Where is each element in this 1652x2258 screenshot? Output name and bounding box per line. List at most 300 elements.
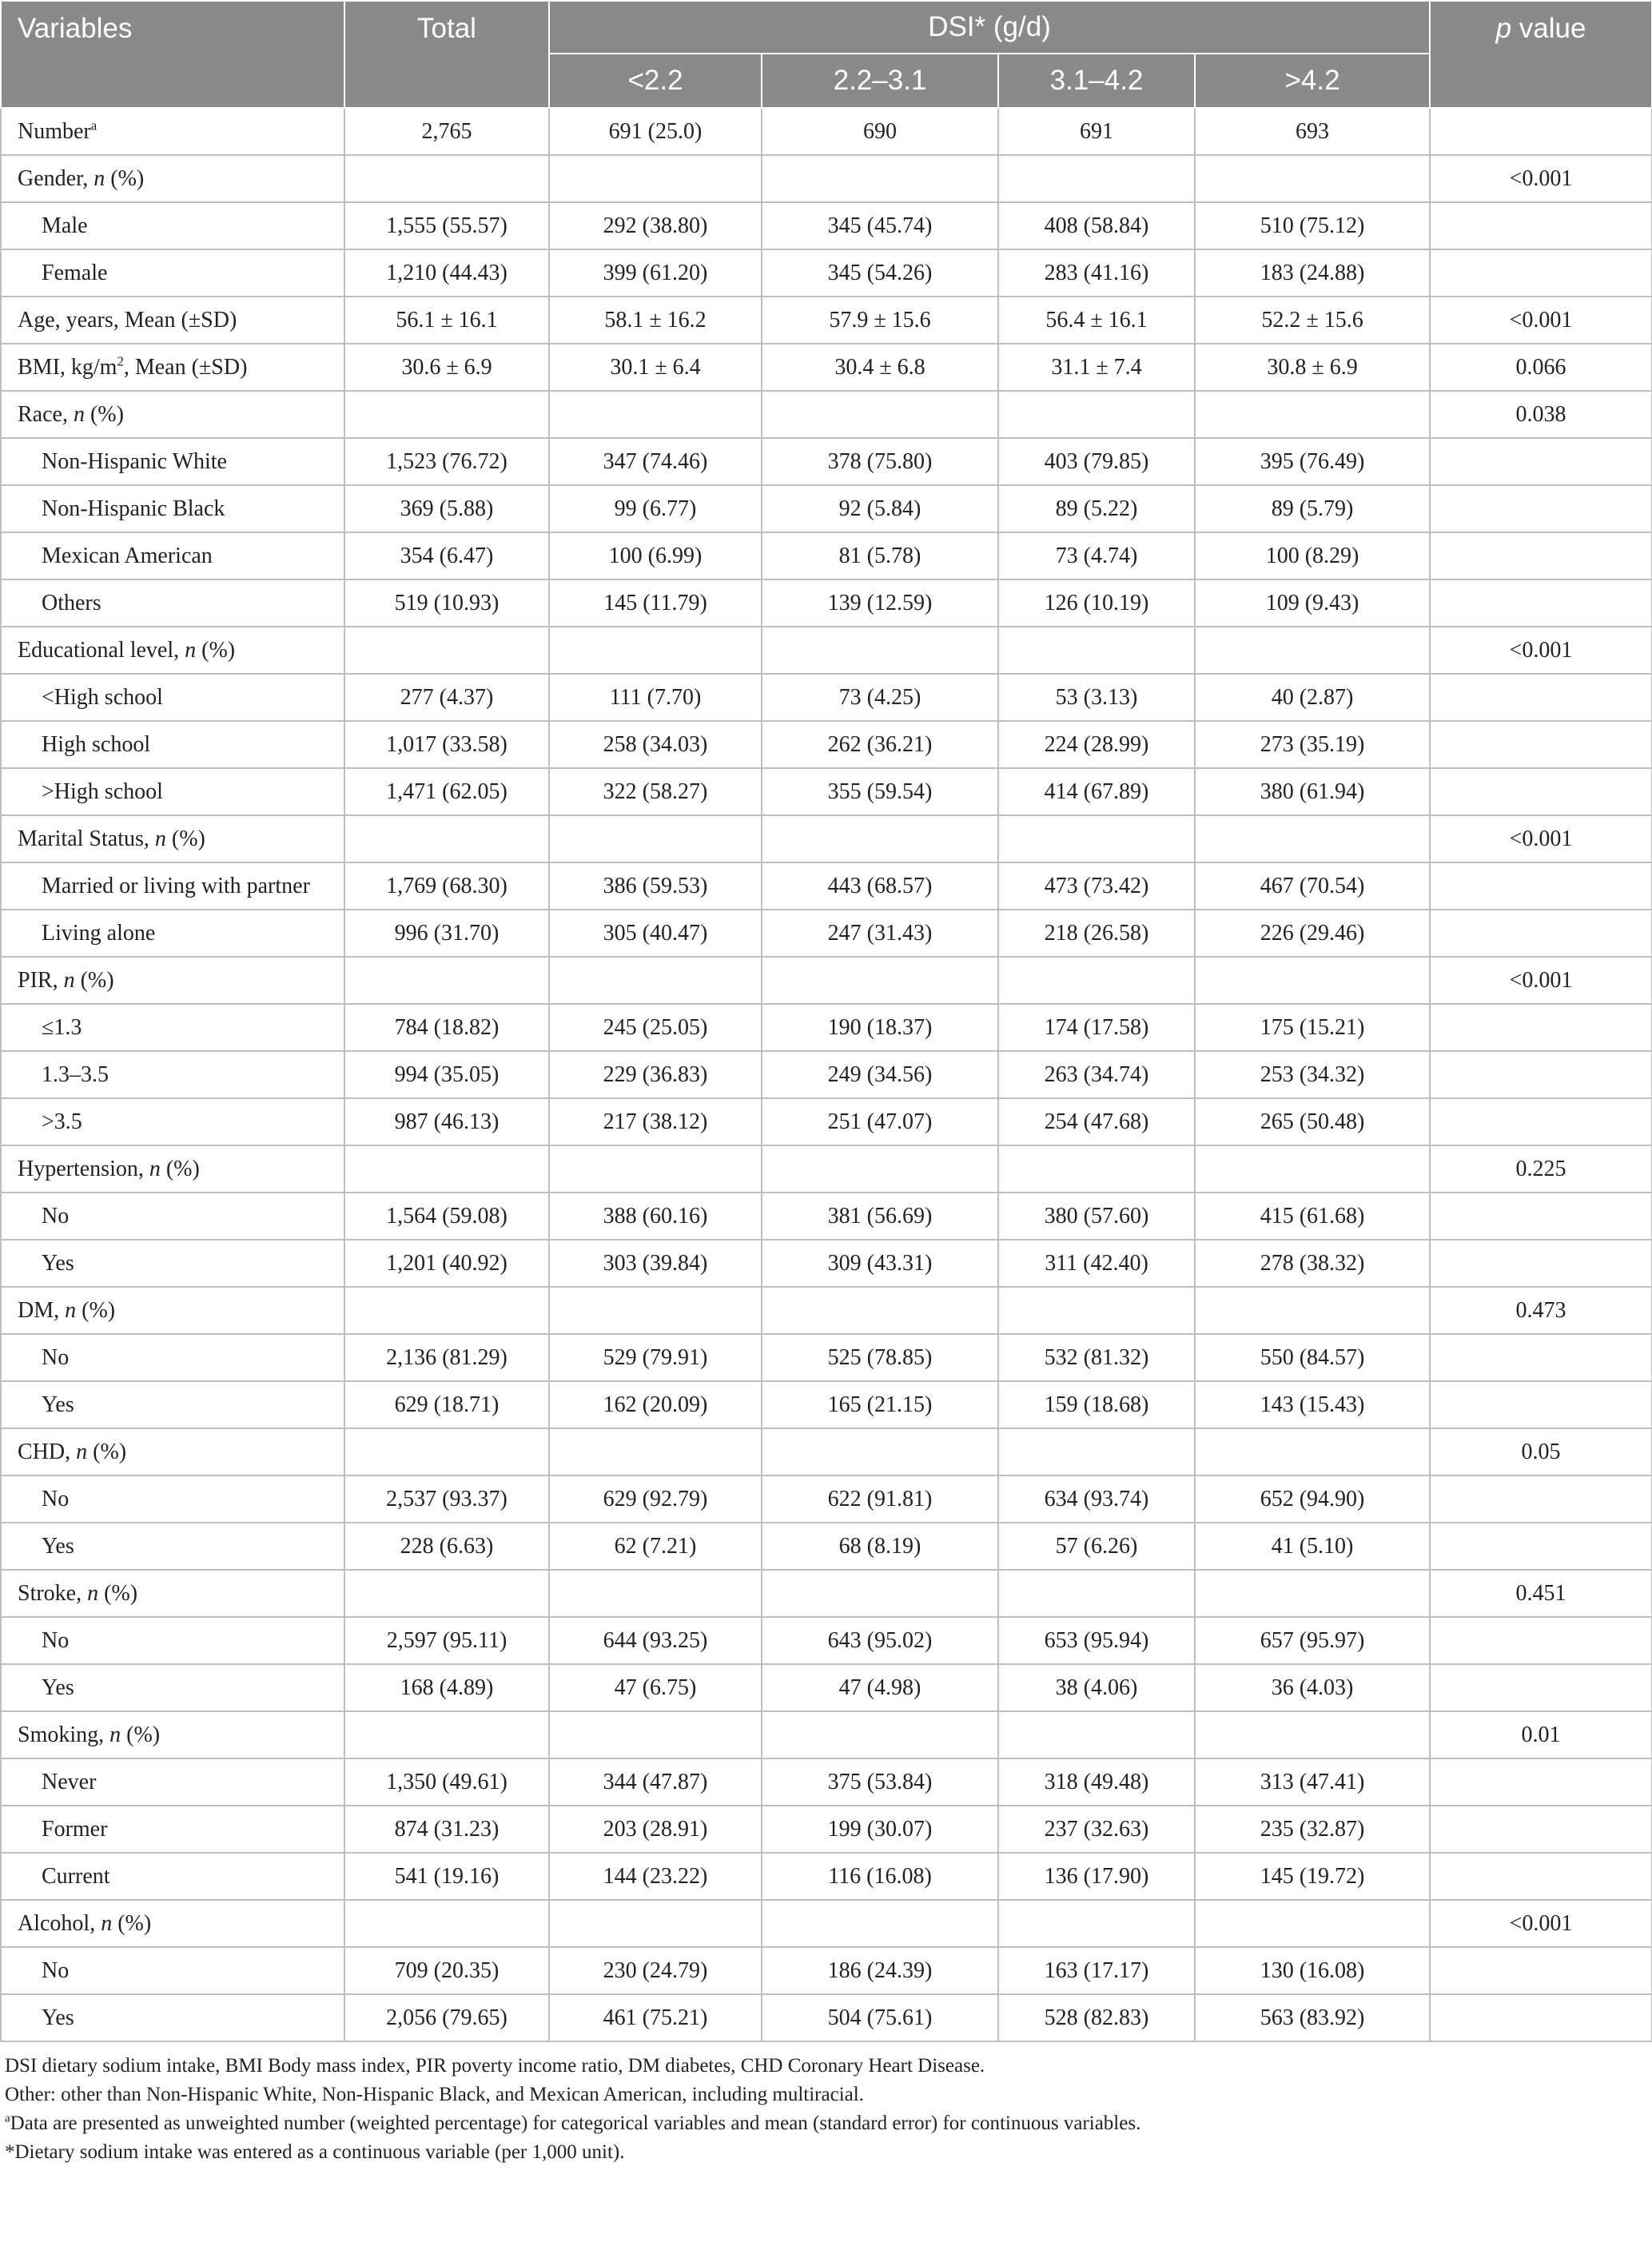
cell-p-value	[1430, 1051, 1652, 1098]
row-label-superscript: a	[90, 117, 98, 133]
cell-dsi-lt-2-2	[549, 1711, 762, 1758]
cell-p-value: <0.001	[1430, 957, 1652, 1004]
row-label-text: Never	[42, 1769, 97, 1794]
cell-total	[344, 627, 549, 674]
cell-dsi-2-2-3-1: 190 (18.37)	[762, 1004, 998, 1051]
cell-dsi-2-2-3-1: 81 (5.78)	[762, 532, 998, 579]
cell-dsi-lt-2-2: 245 (25.05)	[549, 1004, 762, 1051]
cell-p-value	[1430, 1004, 1652, 1051]
row-label	[1, 1523, 344, 1570]
row-label-text: Yes	[42, 1250, 74, 1276]
cell-dsi-2-2-3-1: 73 (4.25)	[762, 674, 998, 721]
cell-dsi-lt-2-2	[549, 627, 762, 674]
row-label-italic: n	[101, 1910, 113, 1936]
cell-dsi-2-2-3-1: 57.9 ± 15.6	[762, 297, 998, 344]
cell-dsi-3-1-4-2	[998, 1570, 1195, 1617]
cell-dsi-lt-2-2: 399 (61.20)	[549, 249, 762, 297]
row-label-text: CHD,	[18, 1439, 77, 1464]
cell-dsi-gt-4-2: 100 (8.29)	[1195, 532, 1430, 579]
row-label-text: Race,	[18, 401, 74, 427]
table-row	[1, 297, 1652, 344]
cell-p-value: <0.001	[1430, 297, 1652, 344]
cell-total: 369 (5.88)	[344, 485, 549, 532]
row-label-italic: n	[149, 1156, 161, 1181]
cell-dsi-lt-2-2	[549, 1570, 762, 1617]
cell-dsi-lt-2-2	[549, 1287, 762, 1334]
row-label-text: Gender,	[18, 165, 94, 191]
cell-dsi-3-1-4-2: 380 (57.60)	[998, 1193, 1195, 1240]
cell-total: 168 (4.89)	[344, 1664, 549, 1711]
cell-dsi-gt-4-2: 273 (35.19)	[1195, 721, 1430, 768]
row-label-text: Married or living with partner	[42, 873, 310, 898]
table-row	[1, 957, 1652, 1004]
cell-dsi-gt-4-2: 183 (24.88)	[1195, 249, 1430, 297]
cell-dsi-gt-4-2: 563 (83.92)	[1195, 1994, 1430, 2041]
row-label-italic: n	[73, 401, 85, 427]
cell-dsi-gt-4-2: 380 (61.94)	[1195, 768, 1430, 815]
cell-dsi-lt-2-2: 258 (34.03)	[549, 721, 762, 768]
cell-p-value: 0.473	[1430, 1287, 1652, 1334]
cell-dsi-2-2-3-1	[762, 1711, 998, 1758]
cell-dsi-lt-2-2: 461 (75.21)	[549, 1994, 762, 2041]
cell-dsi-lt-2-2: 100 (6.99)	[549, 532, 762, 579]
row-label-italic: n	[109, 1722, 121, 1747]
cell-p-value	[1430, 1947, 1652, 1994]
cell-dsi-gt-4-2: 89 (5.79)	[1195, 485, 1430, 532]
row-label-italic: n	[185, 637, 197, 663]
cell-dsi-3-1-4-2: 136 (17.90)	[998, 1853, 1195, 1900]
cell-dsi-gt-4-2: 52.2 ± 15.6	[1195, 297, 1430, 344]
row-label-text: Current	[42, 1863, 110, 1889]
cell-dsi-2-2-3-1: 690	[762, 108, 998, 155]
cell-dsi-2-2-3-1: 249 (34.56)	[762, 1051, 998, 1098]
row-label	[1, 1475, 344, 1523]
cell-total: 996 (31.70)	[344, 910, 549, 957]
row-label-suffix: , Mean (±SD)	[123, 354, 248, 380]
cell-p-value	[1430, 1994, 1652, 2041]
cell-dsi-2-2-3-1	[762, 1428, 998, 1475]
cell-total: 2,136 (81.29)	[344, 1334, 549, 1381]
cell-dsi-2-2-3-1: 355 (59.54)	[762, 768, 998, 815]
row-label-suffix: (%)	[121, 1722, 161, 1747]
row-label-text: Yes	[42, 1533, 74, 1559]
cell-dsi-lt-2-2: 144 (23.22)	[549, 1853, 762, 1900]
table-row	[1, 627, 1652, 674]
table-row	[1, 1947, 1652, 1994]
cell-dsi-lt-2-2: 99 (6.77)	[549, 485, 762, 532]
row-label-text: No	[42, 1957, 70, 1983]
row-label	[1, 1145, 344, 1193]
cell-dsi-gt-4-2: 657 (95.97)	[1195, 1617, 1430, 1664]
row-label-suffix: (%)	[160, 1156, 200, 1181]
cell-dsi-lt-2-2	[549, 957, 762, 1004]
row-label-text: Smoking,	[18, 1722, 110, 1747]
row-label-text: High school	[42, 731, 151, 757]
row-label	[1, 532, 344, 579]
cell-dsi-gt-4-2: 226 (29.46)	[1195, 910, 1430, 957]
row-label-italic: n	[87, 1580, 99, 1606]
cell-dsi-gt-4-2	[1195, 815, 1430, 862]
cell-dsi-2-2-3-1	[762, 815, 998, 862]
cell-total: 784 (18.82)	[344, 1004, 549, 1051]
footnote	[5, 2052, 1651, 2081]
table-row	[1, 1523, 1652, 1570]
cell-dsi-3-1-4-2: 403 (79.85)	[998, 438, 1195, 485]
cell-dsi-gt-4-2: 143 (15.43)	[1195, 1381, 1430, 1428]
cell-total: 709 (20.35)	[344, 1947, 549, 1994]
row-label-text: DM,	[18, 1297, 66, 1323]
cell-dsi-lt-2-2: 388 (60.16)	[549, 1193, 762, 1240]
cell-dsi-gt-4-2: 265 (50.48)	[1195, 1098, 1430, 1145]
row-label-suffix: (%)	[165, 826, 205, 851]
cell-p-value: 0.038	[1430, 391, 1652, 438]
cell-p-value	[1430, 108, 1652, 155]
cell-dsi-2-2-3-1	[762, 1287, 998, 1334]
table-row	[1, 1711, 1652, 1758]
cell-dsi-lt-2-2: 30.1 ± 6.4	[549, 344, 762, 391]
cell-dsi-2-2-3-1: 525 (78.85)	[762, 1334, 998, 1381]
cell-total	[344, 1287, 549, 1334]
row-label-text: Age, years, Mean (±SD)	[18, 307, 237, 333]
cell-dsi-gt-4-2: 40 (2.87)	[1195, 674, 1430, 721]
cell-dsi-lt-2-2: 203 (28.91)	[549, 1806, 762, 1853]
table-row	[1, 1334, 1652, 1381]
table-row	[1, 815, 1652, 862]
cell-dsi-2-2-3-1	[762, 155, 998, 202]
row-label	[1, 1098, 344, 1145]
cell-p-value	[1430, 1475, 1652, 1523]
table-row	[1, 721, 1652, 768]
header-p-value	[1430, 1, 1652, 108]
cell-dsi-2-2-3-1: 443 (68.57)	[762, 862, 998, 910]
row-label-suffix: (%)	[112, 1910, 152, 1936]
cell-total: 987 (46.13)	[344, 1098, 549, 1145]
cell-dsi-3-1-4-2: 126 (10.19)	[998, 579, 1195, 627]
cell-total: 1,523 (76.72)	[344, 438, 549, 485]
cell-p-value	[1430, 202, 1652, 249]
cell-total: 1,564 (59.08)	[344, 1193, 549, 1240]
row-label-text: BMI, kg/m	[18, 354, 117, 380]
row-label	[1, 1994, 344, 2041]
cell-p-value	[1430, 1758, 1652, 1806]
footnote-text: Other: other than Non-Hispanic White, Non-Hispanic Black, and Mexican American, including multiracial.	[5, 2084, 864, 2105]
table-row	[1, 862, 1652, 910]
table-footnotes	[0, 2042, 1651, 2167]
cell-total: 519 (10.93)	[344, 579, 549, 627]
cell-dsi-gt-4-2: 130 (16.08)	[1195, 1947, 1430, 1994]
cell-total	[344, 1711, 549, 1758]
row-label	[1, 1004, 344, 1051]
cell-dsi-2-2-3-1: 375 (53.84)	[762, 1758, 998, 1806]
row-label	[1, 721, 344, 768]
row-label	[1, 1664, 344, 1711]
cell-total	[344, 1145, 549, 1193]
cell-p-value: <0.001	[1430, 815, 1652, 862]
row-label-italic: n	[154, 826, 166, 851]
cell-p-value	[1430, 910, 1652, 957]
cell-dsi-lt-2-2	[549, 1145, 762, 1193]
cell-dsi-lt-2-2: 344 (47.87)	[549, 1758, 762, 1806]
cell-dsi-3-1-4-2: 89 (5.22)	[998, 485, 1195, 532]
cell-dsi-lt-2-2: 111 (7.70)	[549, 674, 762, 721]
cell-dsi-lt-2-2: 62 (7.21)	[549, 1523, 762, 1570]
cell-dsi-gt-4-2: 278 (38.32)	[1195, 1240, 1430, 1287]
cell-p-value	[1430, 674, 1652, 721]
row-label	[1, 910, 344, 957]
row-label-text: No	[42, 1344, 70, 1370]
cell-total: 994 (35.05)	[344, 1051, 549, 1098]
row-label-text: <High school	[42, 684, 163, 710]
row-label-text: Educational level,	[18, 637, 185, 663]
cell-dsi-lt-2-2: 347 (74.46)	[549, 438, 762, 485]
cell-p-value	[1430, 1240, 1652, 1287]
table-row	[1, 1287, 1652, 1334]
row-label	[1, 1428, 344, 1475]
cell-dsi-2-2-3-1: 251 (47.07)	[762, 1098, 998, 1145]
footnote-text: DSI dietary sodium intake, BMI Body mass index, PIR poverty income ratio, DM diabetes, CHD Coronary Heart Disease.	[5, 2055, 985, 2077]
row-label-suffix: (%)	[98, 1580, 138, 1606]
row-label-suffix: (%)	[87, 1439, 127, 1464]
cell-dsi-gt-4-2: 652 (94.90)	[1195, 1475, 1430, 1523]
cell-total: 1,555 (55.57)	[344, 202, 549, 249]
cell-dsi-3-1-4-2: 57 (6.26)	[998, 1523, 1195, 1570]
cell-p-value	[1430, 1523, 1652, 1570]
header-group-3: 3.1–4.2	[998, 54, 1195, 108]
cell-dsi-2-2-3-1	[762, 957, 998, 1004]
cell-dsi-3-1-4-2: 224 (28.99)	[998, 721, 1195, 768]
cell-p-value	[1430, 1193, 1652, 1240]
cell-p-value	[1430, 1381, 1652, 1428]
table-row	[1, 391, 1652, 438]
row-label-italic: n	[63, 967, 75, 993]
cell-dsi-lt-2-2: 217 (38.12)	[549, 1098, 762, 1145]
table-row	[1, 1617, 1652, 1664]
cell-dsi-lt-2-2	[549, 391, 762, 438]
row-label-text: Stroke,	[18, 1580, 88, 1606]
cell-dsi-2-2-3-1: 165 (21.15)	[762, 1381, 998, 1428]
cell-dsi-3-1-4-2	[998, 1711, 1195, 1758]
row-label	[1, 1193, 344, 1240]
cell-total: 2,056 (79.65)	[344, 1994, 549, 2041]
cell-total: 1,471 (62.05)	[344, 768, 549, 815]
cell-dsi-3-1-4-2	[998, 627, 1195, 674]
row-label	[1, 438, 344, 485]
cell-total	[344, 815, 549, 862]
row-label	[1, 1287, 344, 1334]
cell-dsi-gt-4-2: 145 (19.72)	[1195, 1853, 1430, 1900]
table-row	[1, 485, 1652, 532]
row-label	[1, 627, 344, 674]
footnote	[5, 2138, 1651, 2167]
table-row	[1, 1664, 1652, 1711]
cell-total: 1,210 (44.43)	[344, 249, 549, 297]
cell-dsi-3-1-4-2	[998, 1287, 1195, 1334]
cell-dsi-2-2-3-1: 30.4 ± 6.8	[762, 344, 998, 391]
cell-dsi-gt-4-2: 550 (84.57)	[1195, 1334, 1430, 1381]
cell-dsi-3-1-4-2: 414 (67.89)	[998, 768, 1195, 815]
row-label	[1, 674, 344, 721]
cell-dsi-lt-2-2: 292 (38.80)	[549, 202, 762, 249]
cell-dsi-3-1-4-2	[998, 1900, 1195, 1947]
table-row	[1, 344, 1652, 391]
row-label-text: Number	[18, 118, 91, 144]
cell-total: 1,017 (33.58)	[344, 721, 549, 768]
cell-dsi-3-1-4-2: 311 (42.40)	[998, 1240, 1195, 1287]
cell-p-value: <0.001	[1430, 627, 1652, 674]
cell-dsi-3-1-4-2: 691	[998, 108, 1195, 155]
table-row	[1, 1900, 1652, 1947]
cell-total: 874 (31.23)	[344, 1806, 549, 1853]
cell-total	[344, 155, 549, 202]
table-row	[1, 1051, 1652, 1098]
cell-dsi-3-1-4-2: 237 (32.63)	[998, 1806, 1195, 1853]
cell-p-value: <0.001	[1430, 1900, 1652, 1947]
row-label-text: Yes	[42, 1392, 74, 1417]
cell-total: 2,597 (95.11)	[344, 1617, 549, 1664]
cell-total: 30.6 ± 6.9	[344, 344, 549, 391]
cell-dsi-lt-2-2: 644 (93.25)	[549, 1617, 762, 1664]
cell-dsi-3-1-4-2: 174 (17.58)	[998, 1004, 1195, 1051]
cell-dsi-3-1-4-2	[998, 155, 1195, 202]
cell-dsi-3-1-4-2: 38 (4.06)	[998, 1664, 1195, 1711]
cell-dsi-lt-2-2: 386 (59.53)	[549, 862, 762, 910]
table-row	[1, 202, 1652, 249]
cell-dsi-2-2-3-1: 622 (91.81)	[762, 1475, 998, 1523]
cell-dsi-2-2-3-1: 504 (75.61)	[762, 1994, 998, 2041]
cell-p-value	[1430, 579, 1652, 627]
table-row	[1, 1428, 1652, 1475]
row-label-text: Living alone	[42, 920, 156, 946]
table-row	[1, 1994, 1652, 2041]
cell-dsi-gt-4-2: 235 (32.87)	[1195, 1806, 1430, 1853]
cell-dsi-lt-2-2	[549, 155, 762, 202]
cell-p-value	[1430, 1806, 1652, 1853]
row-label-text: Non-Hispanic Black	[42, 496, 225, 521]
header-p-italic: p	[1495, 13, 1512, 44]
cell-total: 541 (19.16)	[344, 1853, 549, 1900]
table-row	[1, 1004, 1652, 1051]
cell-total: 1,201 (40.92)	[344, 1240, 549, 1287]
table-row	[1, 249, 1652, 297]
cell-dsi-3-1-4-2	[998, 391, 1195, 438]
cell-dsi-gt-4-2	[1195, 957, 1430, 1004]
cell-dsi-lt-2-2: 229 (36.83)	[549, 1051, 762, 1098]
cell-p-value	[1430, 532, 1652, 579]
cell-dsi-gt-4-2: 693	[1195, 108, 1430, 155]
cell-p-value	[1430, 1853, 1652, 1900]
row-label-text: Former	[42, 1816, 108, 1842]
row-label	[1, 297, 344, 344]
row-label-text: PIR,	[18, 967, 64, 993]
row-label-superscript: 2	[117, 353, 124, 369]
table-row	[1, 1098, 1652, 1145]
cell-dsi-3-1-4-2	[998, 957, 1195, 1004]
cell-dsi-lt-2-2: 145 (11.79)	[549, 579, 762, 627]
row-label	[1, 1758, 344, 1806]
cell-dsi-2-2-3-1: 643 (95.02)	[762, 1617, 998, 1664]
cell-total: 629 (18.71)	[344, 1381, 549, 1428]
row-label	[1, 815, 344, 862]
header-group-2: 2.2–3.1	[762, 54, 998, 108]
footnote	[5, 2081, 1651, 2109]
cell-dsi-lt-2-2: 303 (39.84)	[549, 1240, 762, 1287]
cell-dsi-3-1-4-2: 163 (17.17)	[998, 1947, 1195, 1994]
row-label	[1, 485, 344, 532]
cell-p-value	[1430, 1098, 1652, 1145]
row-label-text: Mexican American	[42, 543, 213, 568]
table-row	[1, 532, 1652, 579]
cell-dsi-2-2-3-1	[762, 1145, 998, 1193]
cell-dsi-gt-4-2: 395 (76.49)	[1195, 438, 1430, 485]
cell-dsi-3-1-4-2: 159 (18.68)	[998, 1381, 1195, 1428]
cell-dsi-gt-4-2	[1195, 391, 1430, 438]
cell-p-value: 0.05	[1430, 1428, 1652, 1475]
table-row	[1, 438, 1652, 485]
cell-p-value	[1430, 485, 1652, 532]
row-label	[1, 957, 344, 1004]
table-row	[1, 910, 1652, 957]
cell-dsi-2-2-3-1: 47 (4.98)	[762, 1664, 998, 1711]
cell-dsi-3-1-4-2: 528 (82.83)	[998, 1994, 1195, 2041]
table-row	[1, 1853, 1652, 1900]
table-row	[1, 1240, 1652, 1287]
cell-total	[344, 1900, 549, 1947]
row-label	[1, 1806, 344, 1853]
cell-dsi-gt-4-2: 467 (70.54)	[1195, 862, 1430, 910]
cell-dsi-3-1-4-2: 318 (49.48)	[998, 1758, 1195, 1806]
cell-dsi-gt-4-2: 510 (75.12)	[1195, 202, 1430, 249]
cell-total: 2,765	[344, 108, 549, 155]
row-label-suffix: (%)	[74, 967, 114, 993]
row-label-text: No	[42, 1486, 70, 1511]
cell-dsi-3-1-4-2: 532 (81.32)	[998, 1334, 1195, 1381]
cell-dsi-lt-2-2: 47 (6.75)	[549, 1664, 762, 1711]
row-label-text: Alcohol,	[18, 1910, 102, 1936]
cell-dsi-2-2-3-1	[762, 391, 998, 438]
row-label	[1, 1570, 344, 1617]
cell-total	[344, 957, 549, 1004]
cell-dsi-lt-2-2: 162 (20.09)	[549, 1381, 762, 1428]
table-row	[1, 1381, 1652, 1428]
row-label	[1, 1853, 344, 1900]
cell-dsi-gt-4-2: 253 (34.32)	[1195, 1051, 1430, 1098]
cell-dsi-3-1-4-2: 56.4 ± 16.1	[998, 297, 1195, 344]
cell-dsi-2-2-3-1: 247 (31.43)	[762, 910, 998, 957]
row-label	[1, 579, 344, 627]
footnote-text: *Dietary sodium intake was entered as a continuous variable (per 1,000 unit).	[5, 2141, 625, 2163]
cell-dsi-2-2-3-1	[762, 627, 998, 674]
cell-dsi-2-2-3-1: 199 (30.07)	[762, 1806, 998, 1853]
row-label	[1, 768, 344, 815]
row-label	[1, 155, 344, 202]
row-label-text: 1.3–3.5	[42, 1061, 109, 1087]
row-label	[1, 862, 344, 910]
cell-dsi-gt-4-2: 313 (47.41)	[1195, 1758, 1430, 1806]
cell-dsi-gt-4-2: 175 (15.21)	[1195, 1004, 1430, 1051]
cell-dsi-2-2-3-1: 68 (8.19)	[762, 1523, 998, 1570]
header-dsi-group: DSI* (g/d)	[549, 1, 1430, 54]
cell-dsi-gt-4-2	[1195, 1145, 1430, 1193]
cell-dsi-3-1-4-2: 263 (34.74)	[998, 1051, 1195, 1098]
cell-dsi-lt-2-2: 629 (92.79)	[549, 1475, 762, 1523]
row-label-text: Non-Hispanic White	[42, 448, 227, 474]
table-body	[1, 108, 1652, 2041]
row-label-text: Others	[42, 590, 102, 615]
cell-dsi-2-2-3-1: 116 (16.08)	[762, 1853, 998, 1900]
cell-total: 2,537 (93.37)	[344, 1475, 549, 1523]
cell-p-value	[1430, 1617, 1652, 1664]
row-label-text: No	[42, 1627, 70, 1653]
